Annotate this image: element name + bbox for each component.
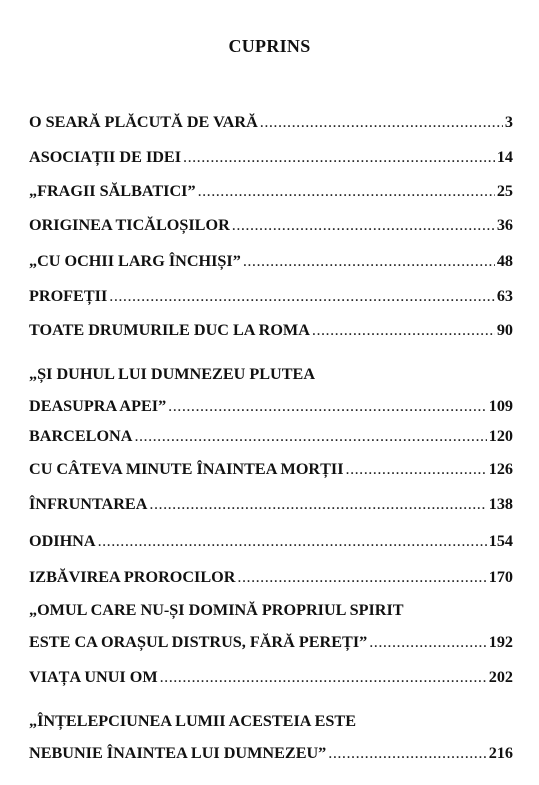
toc-entry-title: „CU OCHII LARG ÎNCHIȘI” [29, 252, 241, 270]
dot-leader [109, 286, 495, 306]
toc-page-number: 192 [488, 633, 513, 651]
dot-leader [346, 459, 487, 479]
toc-entry [29, 286, 513, 306]
toc-page-number: 90 [496, 321, 513, 339]
toc-entry-title: DEASUPRA APEI” [29, 397, 167, 415]
toc-entry [29, 711, 513, 763]
dot-leader [168, 396, 487, 416]
toc-entry-title: ODIHNA [29, 532, 96, 550]
dot-leader [232, 215, 495, 235]
toc-entry [29, 112, 513, 132]
toc-entry-title: IZBĂVIREA PROROCILOR [29, 568, 236, 586]
toc-entry-title: CU CÂTEVA MINUTE ÎNAINTEA MORȚII [29, 460, 344, 478]
toc-entry-title: „OMUL CARE NU-ȘI DOMINĂ PROPRIUL SPIRIT [29, 601, 404, 619]
dot-leader [160, 667, 487, 687]
toc-entry-title: „ȘI DUHUL LUI DUMNEZEU PLUTEA [29, 365, 316, 383]
dot-leader [328, 743, 486, 763]
toc-entry-title: ORIGINEA TICĂLOȘILOR [29, 216, 230, 234]
toc-entry-title: PROFEȚII [29, 287, 108, 305]
toc-page-number: 48 [496, 252, 513, 270]
dot-leader [243, 251, 495, 271]
toc-entry-title: NEBUNIE ÎNAINTEA LUI DUMNEZEU” [29, 744, 327, 762]
dot-leader [198, 181, 495, 201]
toc-entry [29, 147, 513, 167]
toc-entry-title: ESTE CA ORAȘUL DISTRUS, FĂRĂ PEREȚI” [29, 633, 368, 651]
toc-entry [29, 567, 513, 587]
toc-page-number: 36 [496, 216, 513, 234]
dot-leader [237, 567, 486, 587]
toc-page-number: 126 [488, 460, 513, 478]
dot-leader [312, 320, 495, 340]
dot-leader [98, 531, 487, 551]
toc-entry [29, 181, 513, 201]
toc-entry [29, 494, 513, 514]
toc-entry [29, 531, 513, 551]
toc-entry-title: BARCELONA [29, 427, 133, 445]
toc-entry-title: ASOCIAȚII DE IDEI [29, 148, 182, 166]
toc-page-number: 216 [488, 744, 513, 762]
toc-page-number: 63 [496, 287, 513, 305]
dot-leader [260, 112, 503, 132]
toc-entry [29, 251, 513, 271]
dot-leader [369, 632, 486, 652]
toc-entry-title: ÎNFRUNTAREA [29, 495, 148, 513]
toc-entry [29, 667, 513, 687]
toc-entry [29, 459, 513, 479]
toc-page-number: 202 [488, 668, 513, 686]
dot-leader [149, 494, 486, 514]
toc-entry [29, 215, 513, 235]
toc-page-number: 138 [488, 495, 513, 513]
toc-entry [29, 320, 513, 340]
toc-page-number: 170 [488, 568, 513, 586]
toc-entry [29, 364, 513, 416]
toc-page-number: 3 [504, 113, 513, 131]
toc-page-number: 154 [488, 532, 513, 550]
toc-entry-title: O SEARĂ PLĂCUTĂ DE VARĂ [29, 113, 258, 131]
dot-leader [183, 147, 495, 167]
toc-entry-title: TOATE DRUMURILE DUC LA ROMA [29, 321, 310, 339]
toc-page-number: 25 [496, 182, 513, 200]
toc-entry-title: „FRAGII SĂLBATICI” [29, 182, 196, 200]
toc-page-number: 14 [496, 148, 513, 166]
toc-entry-title: VIAȚA UNUI OM [29, 668, 158, 686]
toc-page-number: 120 [488, 427, 513, 445]
toc-page-number: 109 [488, 397, 513, 415]
page-title: CUPRINS [228, 36, 311, 56]
toc-entry [29, 426, 513, 446]
dot-leader [134, 426, 486, 446]
toc-entry-title: „ÎNȚELEPCIUNEA LUMII ACESTEIA ESTE [29, 712, 356, 730]
toc-entry [29, 600, 513, 652]
